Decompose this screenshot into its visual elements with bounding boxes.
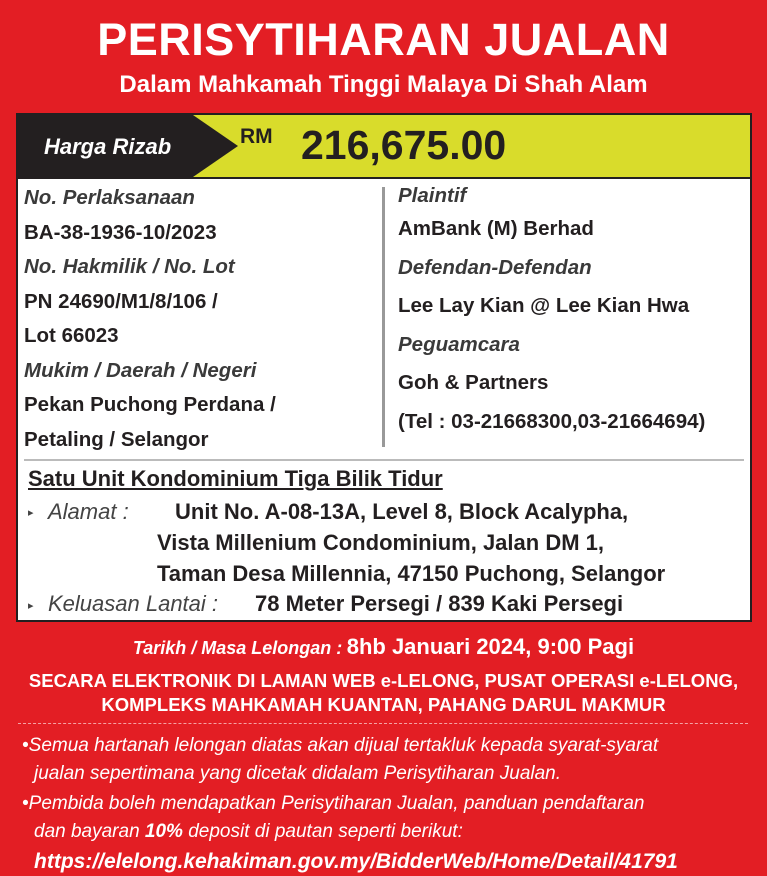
- note-2-line-1: •Pembida boleh mendapatkan Perisytiharan Jualan, panduan pendaftaran: [22, 793, 645, 814]
- auction-venue-1: SECARA ELEKTRONIK DI LAMAN WEB e-LELONG, PUSAT OPERASI e-LELONG,: [28, 670, 739, 691]
- triangle-bullet-icon: ▸: [28, 507, 34, 519]
- mukim-value-1: Pekan Puchong Perdana /: [24, 393, 276, 416]
- page-subtitle: Dalam Mahkamah Tinggi Malaya Di Shah Alam: [119, 71, 648, 98]
- currency-label: RM: [240, 125, 273, 148]
- dashed-divider: [18, 723, 748, 724]
- plaintiff-label: Plaintif: [398, 184, 467, 207]
- deposit-percent: 10%: [144, 821, 183, 842]
- address-label: Alamat :: [48, 499, 129, 524]
- title-value-2: Lot 66023: [24, 324, 119, 347]
- note-1-line-2: jualan sepertimana yang dicetak didalam Perisytiharan Jualan.: [34, 763, 562, 784]
- lawyer-value: Goh & Partners: [398, 371, 549, 394]
- defendant-label: Defendan-Defendan: [398, 255, 592, 279]
- lawyer-label: Peguamcara: [398, 332, 520, 356]
- page-title: PERISYTIHARAN JUALAN: [97, 14, 670, 65]
- section-divider: [24, 459, 744, 461]
- title-label: No. Hakmilik / No. Lot: [24, 255, 235, 278]
- exec-value: BA-38-1936-10/2023: [24, 220, 217, 244]
- note-2-text-c: deposit di pautan seperti berikut:: [182, 821, 463, 842]
- property-title: Satu Unit Kondominium Tiga Bilik Tidur: [28, 466, 443, 491]
- address-line-2: Vista Millenium Condominium, Jalan DM 1,: [157, 530, 604, 555]
- address-line-1: Unit No. A-08-13A, Level 8, Block Acalypha,: [175, 499, 629, 524]
- defendant-value: Lee Lay Kian @ Lee Kian Hwa: [398, 294, 690, 317]
- auction-date: [0, 634, 767, 660]
- note-1-line-1: •Semua hartanah lelongan diatas akan dijual tertakluk kepada syarat-syarat: [22, 735, 659, 756]
- title-value-1: PN 24690/M1/8/106 /: [24, 289, 218, 313]
- mukim-label: Mukim / Daerah / Negeri: [24, 358, 257, 382]
- party-details: [398, 181, 748, 441]
- note-2-text-a: dan bayaran: [34, 821, 145, 842]
- area-value: 78 Meter Persegi / 839 Kaki Persegi: [255, 591, 624, 616]
- elelong-link[interactable]: https://elelong.kehakiman.gov.my/BidderWeb/Home/Detail/41791: [34, 850, 678, 873]
- mukim-value-2: Petaling / Selangor: [24, 427, 209, 451]
- area-label: Keluasan Lantai :: [48, 591, 219, 616]
- auction-date-value: 8hb Januari 2024, 9:00 Pagi: [346, 634, 635, 659]
- reserve-price-amount: 216,675.00: [301, 122, 507, 168]
- triangle-bullet-icon: ▸: [28, 600, 34, 612]
- lawyer-tel: (Tel : 03-21668300,03-21664694): [398, 409, 706, 433]
- auction-date-label: Tarikh / Masa Lelongan :: [132, 638, 343, 658]
- note-2-line-2: [34, 818, 463, 846]
- plaintiff-value: AmBank (M) Berhad: [398, 217, 594, 240]
- case-details: [24, 181, 376, 457]
- reserve-price-label: Harga Rizab: [44, 134, 172, 159]
- details-panel: [16, 113, 752, 622]
- column-divider: [382, 187, 385, 447]
- address-line-3: Taman Desa Millennia, 47150 Puchong, Selangor: [157, 561, 666, 586]
- reserve-price-bar: [18, 115, 750, 179]
- exec-label: No. Perlaksanaan: [24, 186, 195, 209]
- auction-venue-2: KOMPLEKS MAHKAMAH KUANTAN, PAHANG DARUL MAKMUR: [101, 694, 666, 715]
